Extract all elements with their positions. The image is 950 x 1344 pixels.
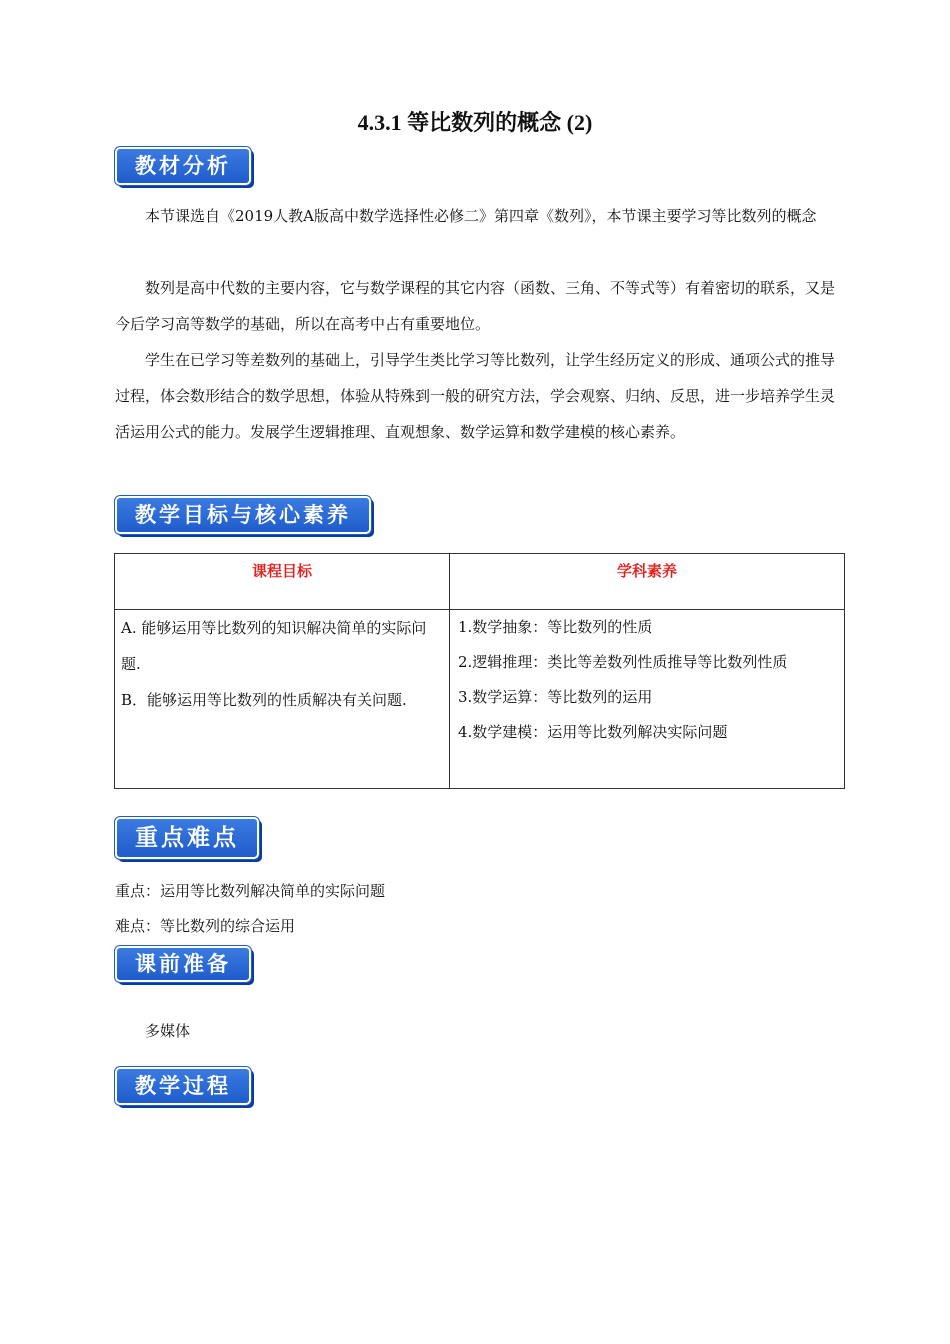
- document-title: 4.3.1 等比数列的概念 (2): [357, 110, 593, 135]
- section-badge-objectives: 教学目标与核心素养: [115, 496, 371, 534]
- literacy-item: 3.数学运算：等比数列的运用: [458, 688, 653, 706]
- goal-item: B．能够运用等比数列的性质解决有关问题.: [121, 691, 407, 709]
- table-header-goals: 课程目标: [115, 554, 450, 610]
- key-point-difficulty: 难点：等比数列的综合运用: [115, 917, 296, 935]
- literacy-item: 4.数学建模：运用等比数列解决实际问题: [458, 723, 728, 741]
- section-badge-process: 教学过程: [115, 1067, 251, 1105]
- key-point-focus: 重点：运用等比数列解决简单的实际问题: [115, 882, 386, 900]
- section-badge-preparation: 课前准备: [115, 946, 251, 982]
- literacy-item: 1.数学抽象：等比数列的性质: [458, 618, 653, 636]
- goals-cell: [115, 610, 450, 789]
- literacy-item: 2.逻辑推理：类比等差数列性质推导等比数列性质: [458, 653, 788, 671]
- section-badge-analysis: 教材分析: [115, 147, 251, 185]
- objectives-table: [114, 553, 845, 789]
- preparation-text: 多媒体: [145, 1022, 191, 1040]
- analysis-paragraph-2: 数列是高中代数的主要内容，它与数学课程的其它内容（函数、三角、不等式等）有着密切的联系，又是今后学习高等数学的基础，所以在高考中占有重要地位。: [115, 279, 836, 333]
- section-badge-key-points: 重点难点: [115, 817, 259, 859]
- table-header-literacy: 学科素养: [450, 554, 845, 610]
- analysis-paragraph-1: 本节课选自《2019人教A版高中数学选择性必修二》第四章《数列》，本节课主要学习等比数列的概念: [145, 207, 817, 225]
- analysis-paragraph-3: 学生在已学习等差数列的基础上，引导学生类比学习等比数列，让学生经历定义的形成、通项公式的推导过程，体会数形结合的数学思想，体验从特殊到一般的研究方法，学会观察、归纳、反思，进一步培养学生灵活运用公式的能力。发展学生逻辑推理、直观想象、数学运算和数学建模的核心素养。: [115, 351, 836, 441]
- goal-item: A. 能够运用等比数列的知识解决简单的实际问题.: [121, 619, 427, 673]
- literacy-cell: [450, 610, 845, 789]
